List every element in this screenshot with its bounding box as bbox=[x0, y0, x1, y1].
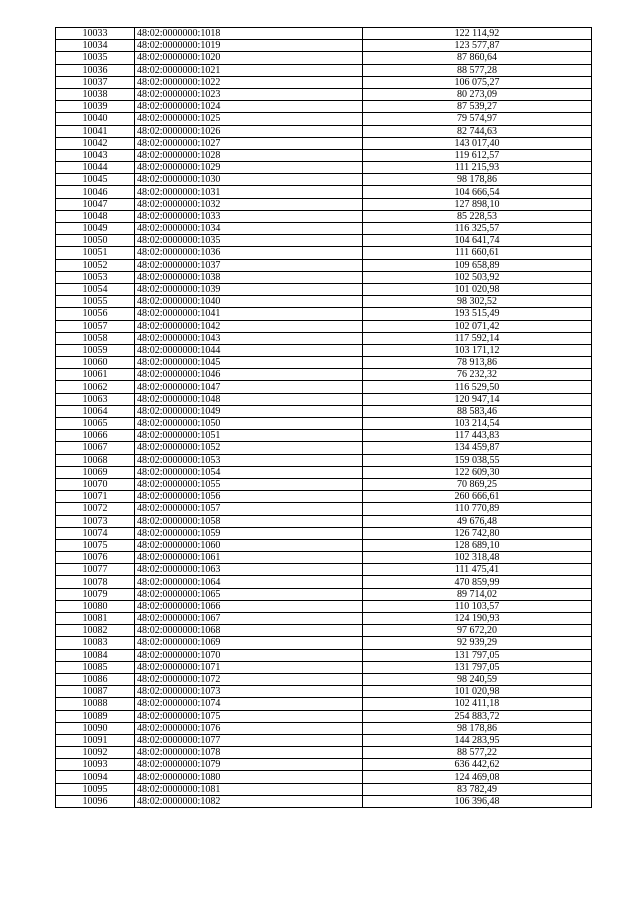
table-row bbox=[56, 88, 592, 100]
cadastral-number: 48:02:0000000:1048 bbox=[135, 393, 363, 405]
cadastral-value: 260 666,61 bbox=[363, 491, 592, 503]
cadastral-value: 88 583,46 bbox=[363, 405, 592, 417]
table-row bbox=[56, 539, 592, 551]
table-row bbox=[56, 552, 592, 564]
cadastral-value: 78 913,86 bbox=[363, 357, 592, 369]
table-row bbox=[56, 771, 592, 783]
cadastral-number: 48:02:0000000:1068 bbox=[135, 625, 363, 637]
table-row bbox=[56, 576, 592, 588]
table-row bbox=[56, 673, 592, 685]
cadastral-number: 48:02:0000000:1036 bbox=[135, 247, 363, 259]
row-number: 10079 bbox=[56, 588, 135, 600]
cadastral-value: 83 782,49 bbox=[363, 783, 592, 795]
cadastral-number: 48:02:0000000:1075 bbox=[135, 710, 363, 722]
cadastral-value: 101 020,98 bbox=[363, 686, 592, 698]
table-row bbox=[56, 259, 592, 271]
row-number: 10036 bbox=[56, 64, 135, 76]
cadastral-value: 110 103,57 bbox=[363, 600, 592, 612]
table-row bbox=[56, 308, 592, 320]
row-number: 10090 bbox=[56, 722, 135, 734]
cadastral-number: 48:02:0000000:1080 bbox=[135, 771, 363, 783]
table-row bbox=[56, 698, 592, 710]
table-row bbox=[56, 149, 592, 161]
table-row bbox=[56, 40, 592, 52]
table-row bbox=[56, 491, 592, 503]
cadastral-value: 131 797,05 bbox=[363, 649, 592, 661]
row-number: 10068 bbox=[56, 454, 135, 466]
cadastral-value: 80 273,09 bbox=[363, 88, 592, 100]
cadastral-number: 48:02:0000000:1037 bbox=[135, 259, 363, 271]
table-row bbox=[56, 637, 592, 649]
table-row bbox=[56, 405, 592, 417]
cadastral-number: 48:02:0000000:1025 bbox=[135, 113, 363, 125]
cadastral-number: 48:02:0000000:1043 bbox=[135, 332, 363, 344]
row-number: 10067 bbox=[56, 442, 135, 454]
cadastral-value: 101 020,98 bbox=[363, 283, 592, 295]
cadastral-number: 48:02:0000000:1081 bbox=[135, 783, 363, 795]
table-row bbox=[56, 478, 592, 490]
cadastral-value: 110 770,89 bbox=[363, 503, 592, 515]
row-number: 10038 bbox=[56, 88, 135, 100]
table-row bbox=[56, 588, 592, 600]
table-row bbox=[56, 76, 592, 88]
table-row bbox=[56, 162, 592, 174]
table-row bbox=[56, 198, 592, 210]
cadastral-number: 48:02:0000000:1060 bbox=[135, 539, 363, 551]
row-number: 10052 bbox=[56, 259, 135, 271]
cadastral-value: 102 503,92 bbox=[363, 271, 592, 283]
row-number: 10058 bbox=[56, 332, 135, 344]
cadastral-number: 48:02:0000000:1057 bbox=[135, 503, 363, 515]
row-number: 10037 bbox=[56, 76, 135, 88]
cadastral-value: 88 577,22 bbox=[363, 747, 592, 759]
row-number: 10061 bbox=[56, 369, 135, 381]
cadastral-number: 48:02:0000000:1056 bbox=[135, 491, 363, 503]
cadastral-number: 48:02:0000000:1033 bbox=[135, 210, 363, 222]
row-number: 10046 bbox=[56, 186, 135, 198]
row-number: 10057 bbox=[56, 320, 135, 332]
cadastral-value: 103 171,12 bbox=[363, 344, 592, 356]
cadastral-number: 48:02:0000000:1021 bbox=[135, 64, 363, 76]
row-number: 10095 bbox=[56, 783, 135, 795]
cadastral-number: 48:02:0000000:1034 bbox=[135, 223, 363, 235]
row-number: 10072 bbox=[56, 503, 135, 515]
cadastral-value: 88 577,28 bbox=[363, 64, 592, 76]
cadastral-value: 122 114,92 bbox=[363, 28, 592, 40]
cadastral-value: 89 714,02 bbox=[363, 588, 592, 600]
cadastral-value: 127 898,10 bbox=[363, 198, 592, 210]
table-row bbox=[56, 64, 592, 76]
row-number: 10060 bbox=[56, 357, 135, 369]
table-row bbox=[56, 783, 592, 795]
table-row bbox=[56, 137, 592, 149]
table-row bbox=[56, 710, 592, 722]
cadastral-value: 123 577,87 bbox=[363, 40, 592, 52]
cadastral-number: 48:02:0000000:1035 bbox=[135, 235, 363, 247]
table-row bbox=[56, 686, 592, 698]
table-row bbox=[56, 52, 592, 64]
row-number: 10083 bbox=[56, 637, 135, 649]
cadastral-number: 48:02:0000000:1022 bbox=[135, 76, 363, 88]
row-number: 10094 bbox=[56, 771, 135, 783]
cadastral-value: 636 442,62 bbox=[363, 759, 592, 771]
cadastral-value: 104 641,74 bbox=[363, 235, 592, 247]
table-row bbox=[56, 357, 592, 369]
row-number: 10033 bbox=[56, 28, 135, 40]
cadastral-value: 134 459,87 bbox=[363, 442, 592, 454]
cadastral-value: 102 411,18 bbox=[363, 698, 592, 710]
cadastral-value: 85 228,53 bbox=[363, 210, 592, 222]
row-number: 10042 bbox=[56, 137, 135, 149]
cadastral-number: 48:02:0000000:1074 bbox=[135, 698, 363, 710]
cadastral-number: 48:02:0000000:1063 bbox=[135, 564, 363, 576]
cadastral-number: 48:02:0000000:1042 bbox=[135, 320, 363, 332]
table-row bbox=[56, 564, 592, 576]
cadastral-number: 48:02:0000000:1067 bbox=[135, 613, 363, 625]
table-row bbox=[56, 747, 592, 759]
table-row bbox=[56, 625, 592, 637]
cadastral-number: 48:02:0000000:1055 bbox=[135, 478, 363, 490]
cadastral-value: 106 396,48 bbox=[363, 795, 592, 807]
row-number: 10078 bbox=[56, 576, 135, 588]
table-row bbox=[56, 503, 592, 515]
cadastral-value: 102 318,48 bbox=[363, 552, 592, 564]
table-row bbox=[56, 210, 592, 222]
row-number: 10043 bbox=[56, 149, 135, 161]
table-row bbox=[56, 223, 592, 235]
cadastral-number: 48:02:0000000:1041 bbox=[135, 308, 363, 320]
cadastral-value: 76 232,32 bbox=[363, 369, 592, 381]
table-row bbox=[56, 722, 592, 734]
cadastral-value: 116 325,57 bbox=[363, 223, 592, 235]
cadastral-value: 104 666,54 bbox=[363, 186, 592, 198]
cadastral-value: 254 883,72 bbox=[363, 710, 592, 722]
table-row bbox=[56, 344, 592, 356]
row-number: 10059 bbox=[56, 344, 135, 356]
cadastral-number: 48:02:0000000:1054 bbox=[135, 466, 363, 478]
row-number: 10063 bbox=[56, 393, 135, 405]
cadastral-number: 48:02:0000000:1049 bbox=[135, 405, 363, 417]
cadastral-value: 143 017,40 bbox=[363, 137, 592, 149]
row-number: 10069 bbox=[56, 466, 135, 478]
cadastral-value: 82 744,63 bbox=[363, 125, 592, 137]
cadastral-number: 48:02:0000000:1028 bbox=[135, 149, 363, 161]
cadastral-number: 48:02:0000000:1031 bbox=[135, 186, 363, 198]
cadastral-value: 117 443,83 bbox=[363, 430, 592, 442]
row-number: 10086 bbox=[56, 673, 135, 685]
cadastral-number: 48:02:0000000:1066 bbox=[135, 600, 363, 612]
table-row bbox=[56, 101, 592, 113]
table-row bbox=[56, 430, 592, 442]
cadastral-number: 48:02:0000000:1026 bbox=[135, 125, 363, 137]
row-number: 10096 bbox=[56, 795, 135, 807]
row-number: 10091 bbox=[56, 734, 135, 746]
cadastral-value: 92 939,29 bbox=[363, 637, 592, 649]
table-row bbox=[56, 515, 592, 527]
row-number: 10073 bbox=[56, 515, 135, 527]
cadastral-number: 48:02:0000000:1072 bbox=[135, 673, 363, 685]
row-number: 10075 bbox=[56, 539, 135, 551]
row-number: 10093 bbox=[56, 759, 135, 771]
table-row bbox=[56, 369, 592, 381]
row-number: 10062 bbox=[56, 381, 135, 393]
cadastral-value: 98 240,59 bbox=[363, 673, 592, 685]
table-row bbox=[56, 235, 592, 247]
cadastral-value: 470 859,99 bbox=[363, 576, 592, 588]
table-row bbox=[56, 381, 592, 393]
row-number: 10053 bbox=[56, 271, 135, 283]
row-number: 10049 bbox=[56, 223, 135, 235]
row-number: 10085 bbox=[56, 661, 135, 673]
row-number: 10056 bbox=[56, 308, 135, 320]
cadastral-number: 48:02:0000000:1023 bbox=[135, 88, 363, 100]
table-row bbox=[56, 271, 592, 283]
table-row bbox=[56, 296, 592, 308]
cadastral-number: 48:02:0000000:1053 bbox=[135, 454, 363, 466]
table-row bbox=[56, 600, 592, 612]
cadastral-value: 122 609,30 bbox=[363, 466, 592, 478]
cadastral-value: 124 190,93 bbox=[363, 613, 592, 625]
table-row bbox=[56, 393, 592, 405]
cadastral-number: 48:02:0000000:1024 bbox=[135, 101, 363, 113]
row-number: 10039 bbox=[56, 101, 135, 113]
cadastral-value-table bbox=[55, 27, 592, 808]
row-number: 10077 bbox=[56, 564, 135, 576]
table-row bbox=[56, 442, 592, 454]
cadastral-value: 111 215,93 bbox=[363, 162, 592, 174]
cadastral-value: 49 676,48 bbox=[363, 515, 592, 527]
cadastral-value: 97 672,20 bbox=[363, 625, 592, 637]
cadastral-value: 98 302,52 bbox=[363, 296, 592, 308]
cadastral-value: 98 178,86 bbox=[363, 174, 592, 186]
cadastral-number: 48:02:0000000:1064 bbox=[135, 576, 363, 588]
row-number: 10054 bbox=[56, 283, 135, 295]
cadastral-number: 48:02:0000000:1079 bbox=[135, 759, 363, 771]
table-row bbox=[56, 661, 592, 673]
row-number: 10047 bbox=[56, 198, 135, 210]
row-number: 10087 bbox=[56, 686, 135, 698]
row-number: 10084 bbox=[56, 649, 135, 661]
cadastral-number: 48:02:0000000:1077 bbox=[135, 734, 363, 746]
row-number: 10055 bbox=[56, 296, 135, 308]
table-row bbox=[56, 759, 592, 771]
cadastral-value: 79 574,97 bbox=[363, 113, 592, 125]
row-number: 10081 bbox=[56, 613, 135, 625]
cadastral-value: 109 658,89 bbox=[363, 259, 592, 271]
table-row bbox=[56, 418, 592, 430]
cadastral-number: 48:02:0000000:1040 bbox=[135, 296, 363, 308]
cadastral-number: 48:02:0000000:1046 bbox=[135, 369, 363, 381]
cadastral-value: 87 539,27 bbox=[363, 101, 592, 113]
table-row bbox=[56, 113, 592, 125]
table-row bbox=[56, 613, 592, 625]
table-row bbox=[56, 320, 592, 332]
cadastral-value: 119 612,57 bbox=[363, 149, 592, 161]
row-number: 10045 bbox=[56, 174, 135, 186]
cadastral-number: 48:02:0000000:1029 bbox=[135, 162, 363, 174]
cadastral-value: 124 469,08 bbox=[363, 771, 592, 783]
row-number: 10064 bbox=[56, 405, 135, 417]
row-number: 10092 bbox=[56, 747, 135, 759]
row-number: 10082 bbox=[56, 625, 135, 637]
cadastral-number: 48:02:0000000:1069 bbox=[135, 637, 363, 649]
row-number: 10088 bbox=[56, 698, 135, 710]
row-number: 10065 bbox=[56, 418, 135, 430]
row-number: 10051 bbox=[56, 247, 135, 259]
table-row bbox=[56, 649, 592, 661]
cadastral-number: 48:02:0000000:1019 bbox=[135, 40, 363, 52]
row-number: 10071 bbox=[56, 491, 135, 503]
cadastral-value: 111 660,61 bbox=[363, 247, 592, 259]
cadastral-number: 48:02:0000000:1038 bbox=[135, 271, 363, 283]
cadastral-value: 111 475,41 bbox=[363, 564, 592, 576]
table-row bbox=[56, 283, 592, 295]
table-row bbox=[56, 186, 592, 198]
table-row bbox=[56, 466, 592, 478]
cadastral-number: 48:02:0000000:1051 bbox=[135, 430, 363, 442]
row-number: 10080 bbox=[56, 600, 135, 612]
cadastral-value: 102 071,42 bbox=[363, 320, 592, 332]
cadastral-number: 48:02:0000000:1082 bbox=[135, 795, 363, 807]
cadastral-value: 98 178,86 bbox=[363, 722, 592, 734]
cadastral-value: 116 529,50 bbox=[363, 381, 592, 393]
table-row bbox=[56, 247, 592, 259]
cadastral-value: 103 214,54 bbox=[363, 418, 592, 430]
cadastral-number: 48:02:0000000:1047 bbox=[135, 381, 363, 393]
row-number: 10044 bbox=[56, 162, 135, 174]
cadastral-number: 48:02:0000000:1020 bbox=[135, 52, 363, 64]
cadastral-value: 159 038,55 bbox=[363, 454, 592, 466]
cadastral-number: 48:02:0000000:1045 bbox=[135, 357, 363, 369]
table-row bbox=[56, 795, 592, 807]
cadastral-value: 70 869,25 bbox=[363, 478, 592, 490]
cadastral-number: 48:02:0000000:1058 bbox=[135, 515, 363, 527]
cadastral-number: 48:02:0000000:1050 bbox=[135, 418, 363, 430]
row-number: 10066 bbox=[56, 430, 135, 442]
cadastral-number: 48:02:0000000:1052 bbox=[135, 442, 363, 454]
row-number: 10040 bbox=[56, 113, 135, 125]
table-row bbox=[56, 332, 592, 344]
cadastral-value: 131 797,05 bbox=[363, 661, 592, 673]
table-row bbox=[56, 28, 592, 40]
cadastral-value: 87 860,64 bbox=[363, 52, 592, 64]
cadastral-number: 48:02:0000000:1030 bbox=[135, 174, 363, 186]
row-number: 10050 bbox=[56, 235, 135, 247]
row-number: 10089 bbox=[56, 710, 135, 722]
cadastral-value: 120 947,14 bbox=[363, 393, 592, 405]
table-row bbox=[56, 174, 592, 186]
cadastral-number: 48:02:0000000:1059 bbox=[135, 527, 363, 539]
cadastral-value: 193 515,49 bbox=[363, 308, 592, 320]
cadastral-number: 48:02:0000000:1070 bbox=[135, 649, 363, 661]
table-row bbox=[56, 125, 592, 137]
table-row bbox=[56, 527, 592, 539]
cadastral-value: 128 689,10 bbox=[363, 539, 592, 551]
cadastral-value: 144 283,95 bbox=[363, 734, 592, 746]
cadastral-number: 48:02:0000000:1061 bbox=[135, 552, 363, 564]
cadastral-number: 48:02:0000000:1065 bbox=[135, 588, 363, 600]
cadastral-value: 126 742,80 bbox=[363, 527, 592, 539]
cadastral-number: 48:02:0000000:1044 bbox=[135, 344, 363, 356]
cadastral-number: 48:02:0000000:1039 bbox=[135, 283, 363, 295]
row-number: 10074 bbox=[56, 527, 135, 539]
cadastral-number: 48:02:0000000:1018 bbox=[135, 28, 363, 40]
cadastral-number: 48:02:0000000:1078 bbox=[135, 747, 363, 759]
row-number: 10035 bbox=[56, 52, 135, 64]
row-number: 10070 bbox=[56, 478, 135, 490]
row-number: 10048 bbox=[56, 210, 135, 222]
table-row bbox=[56, 734, 592, 746]
cadastral-number: 48:02:0000000:1032 bbox=[135, 198, 363, 210]
cadastral-value: 117 592,14 bbox=[363, 332, 592, 344]
cadastral-value: 106 075,27 bbox=[363, 76, 592, 88]
cadastral-number: 48:02:0000000:1071 bbox=[135, 661, 363, 673]
table-body bbox=[56, 28, 592, 808]
table-row bbox=[56, 454, 592, 466]
cadastral-number: 48:02:0000000:1073 bbox=[135, 686, 363, 698]
row-number: 10041 bbox=[56, 125, 135, 137]
cadastral-number: 48:02:0000000:1027 bbox=[135, 137, 363, 149]
row-number: 10034 bbox=[56, 40, 135, 52]
cadastral-number: 48:02:0000000:1076 bbox=[135, 722, 363, 734]
row-number: 10076 bbox=[56, 552, 135, 564]
